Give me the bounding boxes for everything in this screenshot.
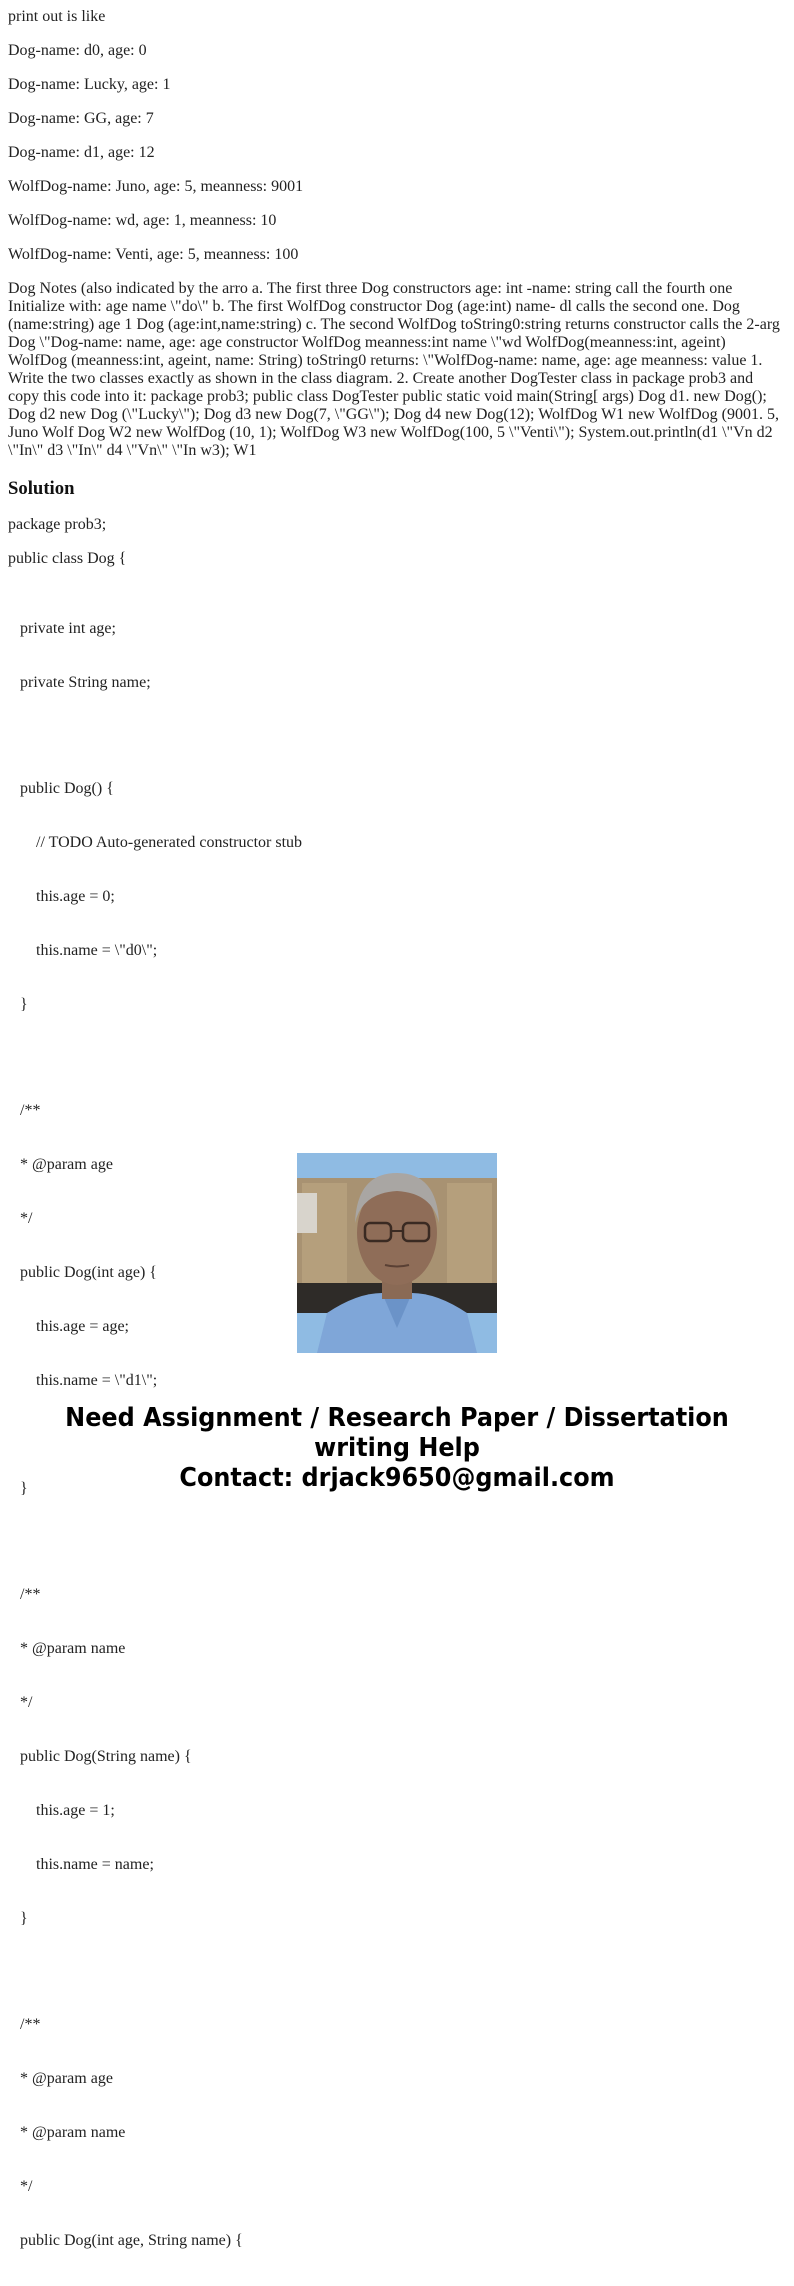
promo-line-1: Need Assignment / Research Paper / Dissertation [65, 1403, 729, 1433]
code-line: * @param age [8, 1156, 113, 1173]
code-line: /** [8, 2016, 41, 2033]
code-line: public Dog(String name) { [8, 1748, 192, 1765]
code-line: */ [8, 2178, 33, 2195]
code-line: // TODO Auto-generated constructor stub [8, 834, 303, 851]
code-line: public Dog(int age) { [8, 1264, 157, 1281]
code-line: public Dog() { [8, 780, 114, 797]
output-line: WolfDog-name: Venti, age: 5, meanness: 100 [8, 246, 299, 263]
code-line: /** [8, 1102, 41, 1119]
code-line: */ [8, 1210, 33, 1227]
output-line: Dog-name: GG, age: 7 [8, 110, 154, 127]
code-line: /** [8, 1586, 41, 1603]
code-block-fields [8, 584, 786, 728]
code-line: } [8, 1480, 28, 1497]
code-line: * @param age [8, 2070, 113, 2087]
code-line: this.name = \"d0\"; [8, 942, 158, 959]
code-line: private int age; [8, 620, 116, 637]
author-avatar [297, 1153, 497, 1353]
code-block-default-constructor [8, 744, 786, 1050]
output-line: WolfDog-name: wd, age: 1, meanness: 10 [8, 212, 277, 229]
code-block-name-constructor [8, 1550, 786, 1964]
code-line: this.age = 0; [8, 888, 115, 905]
promo-banner [32, 1403, 762, 1493]
intro-text: print out is like [8, 8, 106, 25]
output-line: Dog-name: d1, age: 12 [8, 144, 155, 161]
code-line: private String name; [8, 674, 151, 691]
code-line: this.age = 1; [8, 1802, 115, 1819]
question-notes: Dog Notes (also indicated by the arro a. The first three Dog constructors age: int -name: string call the fourth one Initialize with: age name \"do\" b. The first WolfDog constructor Dog (age:int) name- dl calls the second one. Dog (name:string) age 1 Dog (age:int,name:string) c. The second WolfDog toString0:string returns constructor calls the 2-arg Dog \"Dog-name: name, age: age constructor WolfDog meanness:int name \"wd WolfDog(meanness:int, ageint) WolfDog (meanness:int, ageint, name: String) toString0 returns: \"WolfDog-name: name, age: age meanness: value 1. Write the two classes exactly as shown in the class diagram. 2. Create another DogTester class in package prob3 and copy this code into it: package prob3; public class DogTester public static void main(String[ args) Dog d1. new Dog(); Dog d2 new Dog (\"Lucky\"); Dog d3 new Dog(7, \"GG\"); Dog d4 new Dog(12); WolfDog W1 new WolfDog (9001. 5, Juno Wolf Dog W2 new WolfDog (10, 1); WolfDog W3 new WolfDog(100, 5 \"Venti\"); System.out.println(d1 \"Vn d2 \"In\" d3 \"In\" d4 \"Vn\" \"In w3); W1 [8, 280, 780, 459]
code-line: } [8, 1910, 28, 1927]
code-block-two-arg-constructor [8, 1980, 786, 2286]
code-line: this.name = name; [8, 1856, 154, 1873]
code-line: this.age = age; [8, 1318, 129, 1335]
code-class-declaration: public class Dog { [8, 550, 127, 567]
promo-line-2: writing Help [314, 1433, 480, 1463]
code-line: } [8, 996, 28, 1013]
code-line: public Dog(int age, String name) { [8, 2232, 243, 2249]
promo-contact-line: Contact: drjack9650@gmail.com [179, 1463, 615, 1493]
code-package-line: package prob3; [8, 516, 107, 533]
output-line: Dog-name: d0, age: 0 [8, 42, 147, 59]
code-line: */ [8, 1694, 33, 1711]
code-line: * @param name [8, 1640, 126, 1657]
code-line: this.name = \"d1\"; [8, 1372, 158, 1389]
person-photo-icon [297, 1153, 497, 1353]
output-line: WolfDog-name: Juno, age: 5, meanness: 9001 [8, 178, 304, 195]
output-line: Dog-name: Lucky, age: 1 [8, 76, 171, 93]
code-line: * @param name [8, 2124, 126, 2141]
solution-heading: Solution [8, 478, 75, 499]
